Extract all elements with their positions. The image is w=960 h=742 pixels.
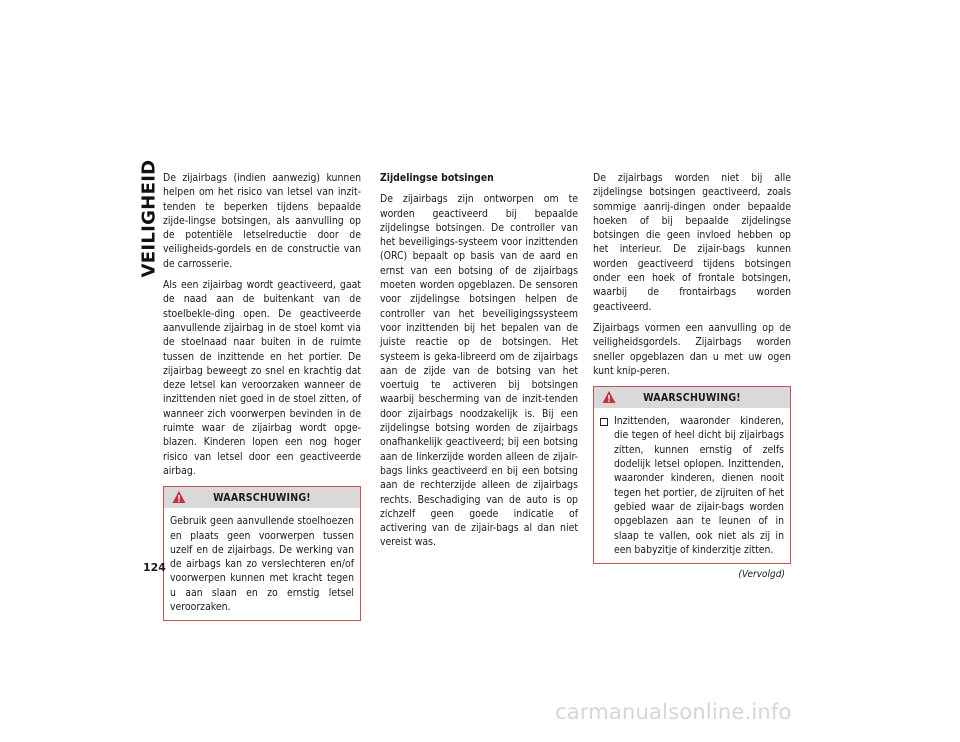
warning-title: WAARSCHUWING! bbox=[213, 491, 311, 504]
square-bullet-icon bbox=[600, 418, 608, 426]
warning-triangle-icon bbox=[602, 390, 616, 404]
section-title-text: VEILIGHEID bbox=[138, 159, 160, 277]
warning-title: WAARSCHUWING! bbox=[643, 391, 741, 404]
column-2 bbox=[380, 171, 578, 557]
column-1 bbox=[163, 171, 361, 621]
bullet-text: Inzittenden, waaronder kinderen, die tegen of heel dicht bij zijairbags zitten, kunnen ernstig of zelfs dodelijk letsel oplopen. Inzittenden, waaronder kinderen, dienen nooit tegen het portier, de zijruiten of het gebied waar de zijair-bags worden opgeblazen aan te leunen of in slaap te vallen, ook niet als zij in een babyzitje of kinderzitje zitten. bbox=[614, 415, 784, 556]
bullet-item bbox=[600, 414, 784, 557]
paragraph: De zijairbags worden niet bij alle zijdelingse botsingen geactiveerd, zoals sommige aanrij-dingen onder bepaalde hoeken of bij bepaalde zijdelingse botsingen die geen invloed hebben op het interieur. De zijair-bags kunnen worden geactiveerd tijdens botsingen onder een hoek of frontale botsingen, waarbij de frontairbags worden geactiveerd. bbox=[593, 172, 791, 313]
watermark[interactable]: carmanualsonline.info bbox=[555, 700, 792, 724]
paragraph: Zijairbags vormen een aanvulling op de veiligheidsgordels. Zijairbags worden sneller opgeblazen dan u met uw ogen kunt knip-peren. bbox=[593, 321, 791, 377]
warning-box bbox=[163, 486, 361, 621]
warning-triangle-icon bbox=[172, 490, 186, 504]
warning-box bbox=[593, 386, 791, 564]
page-number: 124 bbox=[143, 561, 166, 574]
subheading: Zijdelingse botsingen bbox=[380, 172, 494, 184]
paragraph: Als een zijairbag wordt geactiveerd, gaat de naad aan de buitenkant van de stoelbekle-ding open. De geactiveerde aanvullende zijairbag in de stoel komt via de stoelnaad naar buiten in de ruimte tussen de inzittende en het portier. De zijairbag beweegt zo snel en krachtig dat deze letsel kan veroorzaken wanneer de inzittenden niet goed in de stoel zitten, of wanneer zich voorwerpen bevinden in de ruimte waar de zijairbag wordt opge-blazen. Kinderen lopen een nog hoger risico van letsel door een geactiveerde airbag. bbox=[163, 279, 361, 477]
warning-header bbox=[164, 487, 360, 508]
continued-note: (Vervolgd) bbox=[738, 569, 785, 581]
section-title bbox=[136, 159, 162, 277]
warning-body bbox=[594, 408, 790, 563]
column-3 bbox=[593, 171, 791, 582]
paragraph: De zijairbags (indien aanwezig) kunnen helpen om het risico van letsel van inzit-tenden te beperken tijdens bepaalde zijde-lingse botsingen, als aanvulling op de potentiële letselreductie door de veiligheids-gordels en de constructie van de carrosserie. bbox=[163, 172, 361, 270]
paragraph: De zijairbags zijn ontworpen om te worden geactiveerd bij bepaalde zijdelingse botsingen. De controller van het beveiligings-systeem voor inzittenden (ORC) bepaalt op basis van de aard en ernst van een botsing of de zijairbags moeten worden opgeblazen. De sensoren voor zijdelingse botsingen helpen de controller van het beveiligingssysteem voor inzittenden bij het bepalen van de juiste reactie op de botsingen. Het systeem is geka-libreerd om de zijairbags aan de zijde van de botsing van het voertuig te activeren bij botsingen waarbij bescherming van de inzit-tenden door zijairbags noodzakelijk is. Bij een zijdelingse botsing worden de zijairbags onafhankelijk geactiveerd; bij een botsing aan de linkerzijde worden alleen de zijair-bags links geactiveerd en bij een botsing aan de rechterzijde alleen de zijairbags rechts. Beschadiging van de auto is op zichzelf geen goede indicatie of activering van de zijair-bags al dan niet vereist was. bbox=[380, 193, 578, 549]
warning-header bbox=[594, 387, 790, 408]
warning-text: Gebruik geen aanvullende stoelhoezen en plaats geen voorwerpen tussen uzelf en de zijairbags. De werking van de airbags kan zo verslechteren en/of voorwerpen kunnen met kracht tegen u aan slaan en zo ernstig letsel veroorzaken. bbox=[170, 515, 354, 614]
